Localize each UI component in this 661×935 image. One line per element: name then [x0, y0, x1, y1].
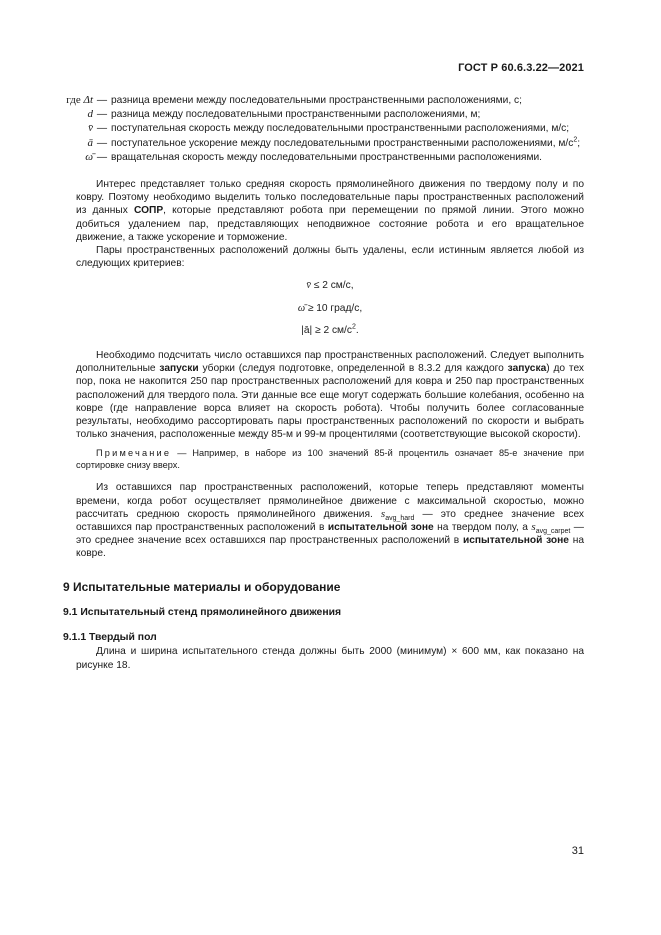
formula-variable: ω̄	[297, 302, 306, 314]
term-test-zone: испытательной зоне	[327, 522, 434, 534]
term-test-zone: испытательной зоне	[462, 535, 569, 547]
symbol: v̄	[88, 122, 93, 135]
symbol-s-hard: s	[380, 507, 386, 520]
symbol: d	[87, 108, 93, 121]
term-run: запуска	[507, 363, 547, 375]
definition-text: вращательная скорость между последовательными пространственными расположениями.	[111, 151, 542, 163]
symbol-definitions	[50, 94, 584, 164]
text-run: Необходимо подсчитать число оставшихся пар пространственных расположений. Следует выполнить дополнительные	[76, 350, 584, 375]
dash: —	[96, 137, 108, 149]
definition-delta-t	[50, 94, 584, 107]
symbol: Δt	[83, 94, 93, 106]
text-run: на твердом полу, а	[433, 522, 532, 534]
text-run: ) до тех пор, пока не накопится 250 пар пространственных расположений для ковра и 250 пар пространственных расположений для твердого пола. Эти данные все еще могут содержать большие колебания, особенно на ковре (где направление ворса влияет на скорость робота). Чтобы получить более согласованные результаты, необходимо рассортировать пары пространственных расположений по скорости и выбрать только значения, расположенные между 85-м и 99-м процентилями (соответствующие высокой скорости).	[76, 363, 584, 441]
section-9-heading: 9 Испытательные материалы и оборудование	[63, 579, 341, 594]
section-9-1-1-heading: 9.1.1 Твердый пол	[63, 632, 157, 644]
document-code: ГОСТ Р 60.6.3.22—2021	[458, 62, 584, 74]
subscript-avg-carpet: avg_carpet	[535, 528, 571, 536]
subscript-avg-hard: avg_hard	[385, 514, 415, 522]
formula-text-end: .	[355, 324, 359, 336]
term-runs: запуски	[159, 363, 199, 375]
superscript: 2	[573, 136, 578, 144]
definition-velocity	[50, 122, 584, 135]
note-text: — Например, в наборе из 100 значений 85-й процентиль означает 85-е значение при сортировке снизу вверх.	[76, 448, 584, 471]
paragraph-count-pairs	[76, 349, 584, 441]
paragraph-hard-floor: Длина и ширина испытательного стенда должны быть 2000 (минимум) × 600 мм, как показано на рисунке 18.	[76, 646, 584, 671]
superscript: 2	[351, 323, 356, 331]
dash: —	[96, 95, 108, 106]
text-run: Интерес представляет только средняя скорость прямолинейного движения по твердому полу и по ковру. Поэтому необходимо выделить только последовательные пары пространственных расположений из данных	[76, 179, 584, 217]
symbol: ω̄	[85, 150, 93, 163]
formula-acceleration	[76, 324, 584, 337]
symbol: ā	[87, 136, 93, 149]
term-sopr: СОПР	[134, 205, 164, 217]
paragraph-average-speed	[76, 481, 584, 560]
formula-text: ≤ 2 см/с,	[310, 280, 354, 292]
definition-text: разница между последовательными пространственными расположениями, м;	[111, 109, 481, 121]
text-run: на ковре.	[76, 535, 584, 560]
page-content	[63, 94, 584, 672]
paragraph-criteria-intro: Пары пространственных расположений должны быть удалены, если истинным является любой из следующих критериев:	[76, 245, 584, 270]
text-run: — это среднее значение всех оставшихся пар пространственных расположений в	[76, 522, 584, 547]
formula-variable: v̄	[306, 280, 311, 292]
formula-angular-velocity	[76, 302, 584, 315]
definition-text-end: ;	[577, 137, 581, 149]
page-number: 31	[571, 845, 584, 857]
formula-text: ≥ 10 град/с,	[305, 302, 363, 314]
dash: —	[96, 109, 108, 121]
dash: —	[96, 123, 108, 135]
definition-prefix: где	[66, 94, 84, 106]
definition-acceleration	[50, 137, 584, 150]
note-label: Примечание	[96, 448, 172, 459]
section-9-1-heading: 9.1 Испытательный стенд прямолинейного движения	[63, 606, 342, 618]
note	[76, 447, 584, 471]
formula-velocity	[76, 279, 584, 292]
text-run: — это среднее значение всех оставшихся пар пространственных расположений в	[76, 508, 584, 534]
formula-text: |ā| ≥ 2 см/с	[301, 324, 352, 336]
symbol-s-carpet: s	[531, 521, 536, 534]
dash: —	[96, 151, 108, 163]
text-run: Из оставшихся пар пространственных расположений, которые теперь представляют моменты времени, когда робот осуществляет прямолинейное движение с максимальной скоростью, можно рассчитать среднюю скорость прямолинейного движения.	[76, 482, 584, 520]
definition-text: поступательная скорость между последовательными пространственными расположениями, м/с;	[111, 123, 570, 135]
definition-text: поступательное ускорение между последовательными пространственными расположениями, м/с	[111, 137, 574, 149]
paragraph-straight-motion	[76, 178, 584, 244]
definition-text: разница времени между последовательными пространственными расположениями, с;	[111, 95, 522, 106]
definition-d	[50, 108, 584, 121]
text-run: уборки (следуя подготовке, определенной в 8.3.2 для каждого	[198, 363, 508, 375]
text-run: , которые представляют робота при перемещении по прямой линии. Этого можно добиться удалением пар, представляющих неподвижное состояние робота и его вращательное движение, а также ускорение и торможение.	[76, 205, 584, 243]
definition-angular-velocity	[50, 151, 584, 164]
